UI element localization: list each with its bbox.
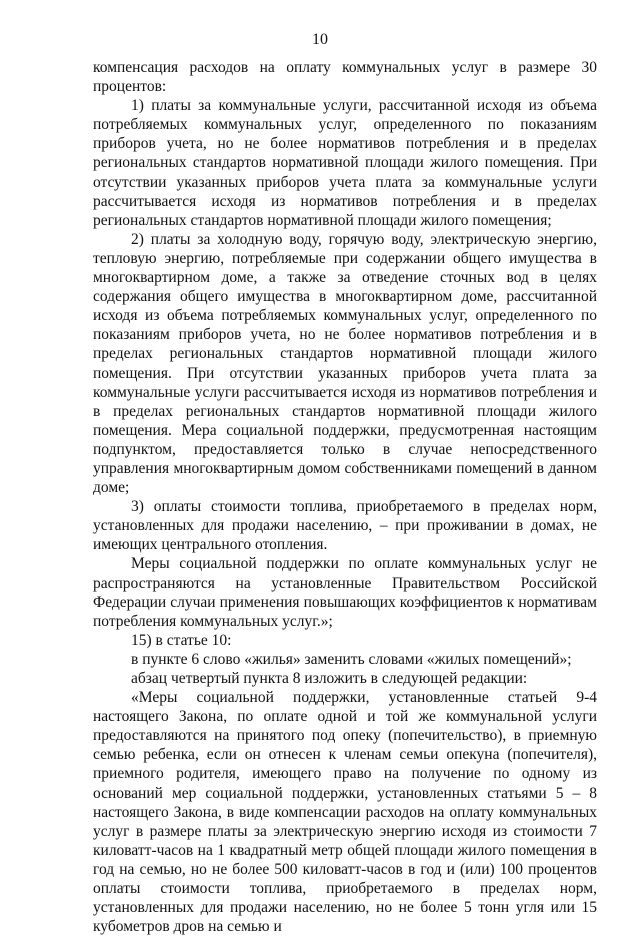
paragraph-intro: компенсация расходов на оплату коммунальных услуг в размере 30 процентов: [93,59,597,96]
document-body [93,58,597,936]
paragraph-new-wording: «Меры социальной поддержки, установленные статьей 9-4 настоящего Закона, по оплате одной и той же коммунальной услуги предоставляются на принятого под опеку (попечительство), в приемную семью ребенка, если он отнесен к членам семьи опекуна (попечителя), приемного родителя, имеющего право на получение по одному из оснований мер социальной поддержки, установленных статьями 5 – 8 настоящего Закона, в виде компенсации расходов на оплату коммунальных услуг в размере платы за электрическую энергию исходя из стоимости 7 киловатт-часов на 1 квадратный метр общей площади жилого помещения в год на семью, но не более 500 киловатт-часов в год и (или) 100 процентов оплаты стоимости топлива, приобретаемого в пределах норм, установленных для продажи населению, но не более 5 тонн угля или 15 кубометров дров на семью и [93,689,597,936]
paragraph-amend-point-8: абзац четвертый пункта 8 изложить в следующей редакции: [131,670,528,687]
paragraph-item-1: 1) платы за коммунальные услуги, рассчитанной исходя из объема потребляемых коммунальных услуг, определенного по показаниям приборов учета, но не более нормативов потребления и в пределах региональных стандартов нормативной площади жилого помещения. При отсутствии указанных приборов учета плата за коммунальные услуги рассчитывается исходя из нормативов потребления и в пределах региональных стандартов нормативной площади жилого помещения; [93,97,597,229]
paragraph-item-15: 15) в статье 10: [131,631,232,649]
paragraph-item-2: 2) платы за холодную воду, горячую воду, электрическую энергию, тепловую энергию, потребляемые при содержании общего имущества в многоквартирном доме, а также за отведение сточных вод в целях содержания общего имущества в многоквартирном доме, рассчитанной исходя из объема потребляемых коммунальных услуг, определенного по показаниям приборов учета, но не более нормативов потребления и в пределах региональных стандартов нормативной площади жилого помещения. При отсутствии указанных приборов учета плата за коммунальные услуги рассчитывается исходя из нормативов потребления и в пределах региональных стандартов нормативной площади жилого помещения. Мера социальной поддержки, предусмотренная настоящим подпунктом, предоставляется только в случае непосредственного управления многоквартирным домом собственниками помещений в данном доме; [93,230,597,497]
paragraph-item-3: 3) оплаты стоимости топлива, приобретаемого в пределах норм, установленных для продажи населению, – при проживании в домах, не имеющих центрального отопления. [93,498,597,554]
paragraph-exclusion: Меры социальной поддержки по оплате коммунальных услуг не распространяются на установленные Правительством Российской Федерации случаи применения повышающих коэффициентов к нормативам потребления коммунальных услуг.»; [93,555,597,630]
page-number: 10 [312,31,328,48]
paragraph-amend-point-6: в пункте 6 слово «жилья» заменить словами «жилых помещений»; [131,650,572,668]
